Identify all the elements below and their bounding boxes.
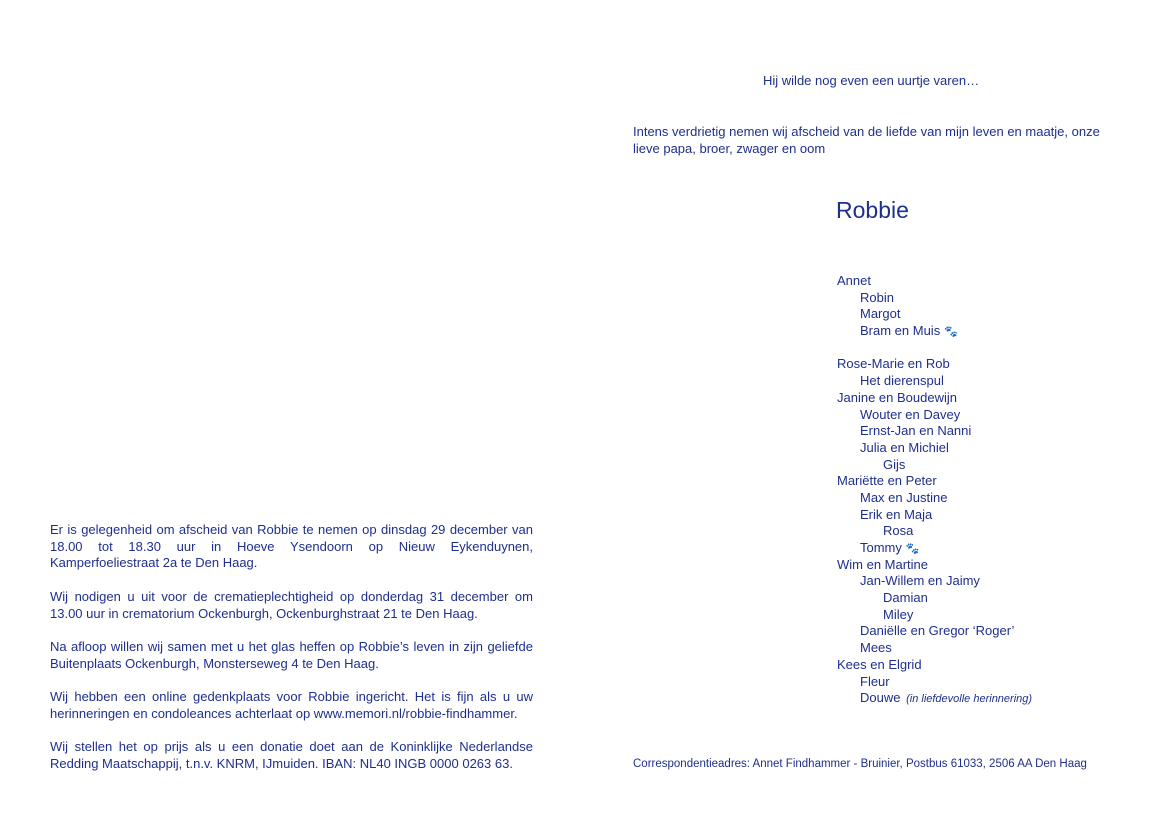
family-member-name: Fleur: [860, 673, 890, 689]
family-member: [837, 623, 1032, 640]
info-paragraphs: [50, 522, 533, 789]
info-paragraph: Na afloop willen wij samen met u het glas heffen op Robbie’s leven in zijn geliefde Buitenplaats Ockenburgh, Monsterseweg 4 te Den Haag.: [50, 638, 533, 671]
family-member: [837, 306, 1032, 323]
family-member-name: Rosa: [883, 523, 914, 539]
family-member: [837, 640, 1032, 657]
family-member-name: Rose-Marie en Rob: [837, 356, 950, 372]
family-member-name: Julia en Michiel: [860, 439, 949, 455]
family-member-name: Damian: [883, 590, 928, 606]
family-member-note: (in liefdevolle herinnering): [906, 693, 1033, 706]
family-member-name: Douwe: [860, 690, 901, 706]
family-member-name: Erik en Maja: [860, 506, 933, 522]
family-member-name: Mees: [860, 640, 892, 656]
family-member: [837, 490, 1032, 507]
family-member: [837, 540, 1032, 557]
family-member-name: Kees en Elgrid: [837, 656, 922, 672]
info-paragraph: Wij stellen het op prijs als u een donatie doet aan de Koninklijke Nederlandse Redding Maatschappij, t.n.v. KNRM, IJmuiden. IBAN: NL40 INGB 0000 0263 63.: [50, 739, 533, 771]
family-member-name: Miley: [883, 606, 914, 622]
family-member: [837, 440, 1032, 457]
info-paragraph: Er is gelegenheid om afscheid van Robbie te nemen op dinsdag 29 december van 18.00 tot 18.30 uur in Hoeve Ysendoorn op Nieuw Eykenduynen, Kamperfoeliestraat 2a te Den Haag.: [50, 522, 533, 571]
family-member: [837, 290, 1032, 307]
family-member: [837, 607, 1032, 624]
deceased-name: Robbie: [836, 197, 909, 223]
intro-text: Intens verdrietig nemen wij afscheid van de liefde van mijn leven en maatje, onze lieve papa, broer, zwager en oom: [633, 124, 1100, 156]
family-member-name: Mariëtte en Peter: [837, 473, 937, 489]
family-member: [837, 573, 1032, 590]
family-member: [837, 507, 1032, 524]
family-member: [837, 657, 1032, 674]
family-member: [837, 373, 1032, 390]
paw-icon: 🐾: [905, 543, 920, 555]
family-member: [837, 557, 1032, 574]
family-member: [837, 590, 1032, 607]
paw-icon: 🐾: [944, 326, 958, 339]
family-member-name: Robin: [860, 289, 894, 305]
family-member-name: Gijs: [883, 456, 906, 472]
info-paragraph: Wij hebben een online gedenkplaats voor Robbie ingericht. Het is fijn als u uw herinneringen en condoleances achterlaat op www.memori.nl/robbie-findhammer.: [50, 688, 533, 721]
family-member: [837, 356, 1032, 373]
family-member: [837, 690, 1032, 707]
family-member-name: Tommy: [860, 540, 902, 555]
family-list: [837, 273, 1032, 707]
family-member-name: Margot: [860, 306, 901, 322]
family-gap: [837, 340, 1032, 357]
family-member-name: Het dierenspul: [860, 373, 944, 389]
family-member-name: Annet: [837, 273, 871, 288]
family-member-name: Bram en Muis: [860, 323, 941, 339]
family-member-name: Wim en Martine: [837, 556, 929, 572]
family-member-name: Ernst-Jan en Nanni: [860, 423, 972, 439]
family-member: [837, 523, 1032, 540]
family-member: [837, 390, 1032, 407]
family-member: [837, 407, 1032, 424]
family-member: [837, 273, 1032, 290]
info-paragraph: Wij nodigen u uit voor de crematieplechtigheid op donderdag 31 december om 13.00 uur in crematorium Ockenburgh, Ockenburghstraat 21 te Den Haag.: [50, 588, 533, 621]
family-member: [837, 457, 1032, 474]
family-member: [837, 423, 1032, 440]
family-member: [837, 473, 1032, 490]
family-member-name: Max en Justine: [860, 489, 948, 505]
family-member: [837, 323, 1032, 340]
family-member-name: Daniëlle en Gregor ‘Roger’: [860, 623, 1015, 639]
family-member-name: Wouter en Davey: [860, 406, 961, 422]
family-member: [837, 674, 1032, 691]
correspondence-address: Correspondentieadres: Annet Findhammer - Bruinier, Postbus 61033, 2506 AA Den Haag: [633, 758, 1087, 770]
tagline: Hij wilde nog even een uurtje varen…: [763, 73, 980, 88]
family-member-name: Jan-Willem en Jaimy: [860, 573, 980, 589]
family-member-name: Janine en Boudewijn: [837, 389, 957, 405]
